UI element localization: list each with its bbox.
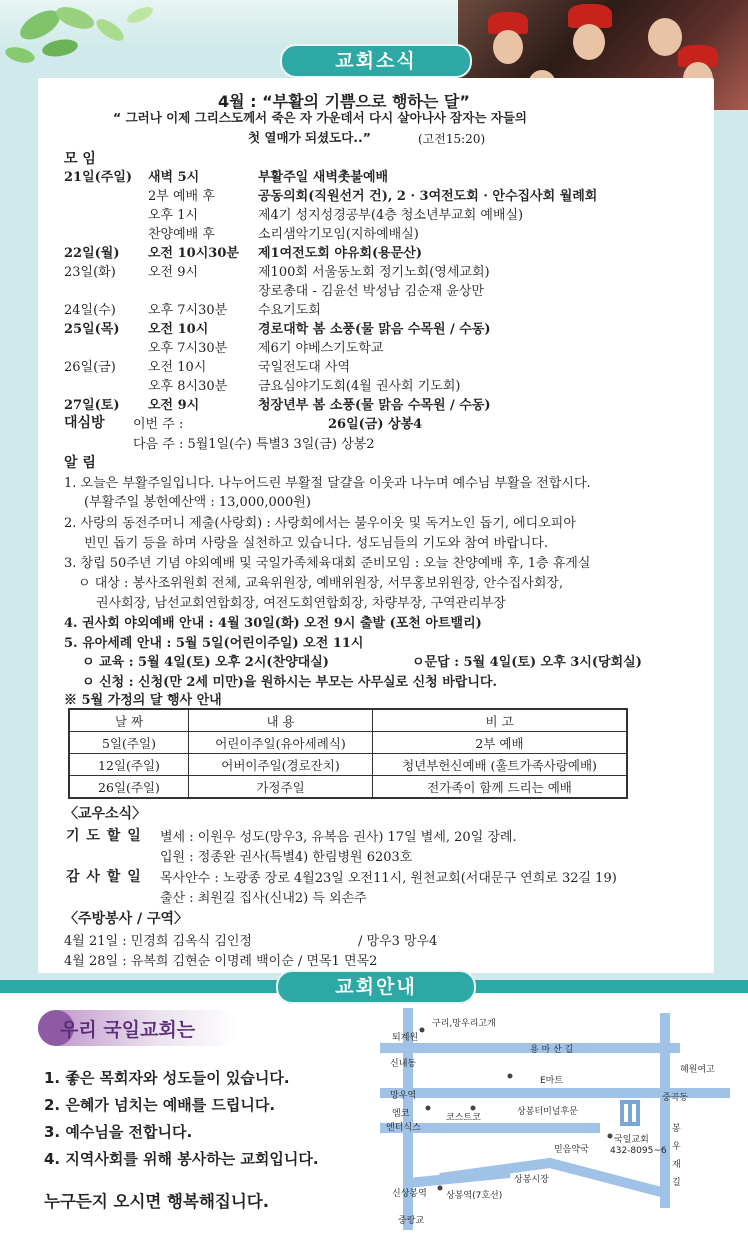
meeting-day: 25일(목)	[64, 322, 120, 337]
column-header: 날 짜	[69, 709, 189, 732]
meeting-content: 소리샘악기모임(지하예배실)	[258, 227, 419, 242]
meeting-time: 오후 1시	[148, 208, 199, 223]
table-cell: 전가족이 함께 드리는 예배	[373, 776, 628, 799]
slogan: 누구든지 오시면 행복해집니다.	[44, 1192, 269, 1211]
meeting-content: 부활주일 새벽촛불예배	[258, 170, 389, 185]
meeting-time: 오후 8시30분	[148, 379, 228, 394]
meeting-day: 23일(화)	[64, 265, 116, 280]
meeting-time: 새벽 5시	[148, 170, 200, 185]
header-title: 교회소식	[280, 44, 472, 78]
map-label-entessis: 엔터식스	[386, 1123, 421, 1133]
visit-next-week: 다음 주 : 5월1일(수) 특별3 3일(금) 상봉2	[133, 437, 375, 452]
table-cell: 어린이주일(유아세례식)	[189, 732, 373, 754]
pray-label: 기 도 할 일	[66, 828, 142, 844]
table-row	[69, 732, 627, 754]
meeting-content: 공동의회(직원선거 건), 2 · 3여전도회 · 안수집사회 월례회	[258, 189, 598, 204]
map-label-pharmacy: 믿음약국	[554, 1145, 589, 1155]
thanks-line: 목사안수 : 노광종 장로 4월23일 오전11시, 원천교회(서대문구 연희로 32길 19)	[160, 871, 617, 886]
map-label-toegyewon: 퇴계원	[392, 1033, 419, 1043]
meeting-content: 장로총대 - 김윤선 박성남 김순재 윤상만	[258, 284, 484, 299]
guide-title: 교회안내	[276, 970, 476, 1004]
kitchen-row-area: / 망우3 망우4	[358, 934, 438, 949]
table-cell: 가정주일	[189, 776, 373, 799]
meeting-time: 오전 9시	[148, 398, 200, 413]
meeting-day: 21일(주일)	[64, 170, 133, 185]
map-label-terminal: 상봉터미널후문	[517, 1107, 578, 1117]
meeting-content: 수요기도회	[258, 303, 321, 318]
thanks-label: 감 사 할 일	[66, 869, 142, 885]
verse-line-2: 첫 열매가 되셨도다..”	[248, 130, 372, 145]
notice-line: 4. 권사회 야외예배 안내 : 4월 30일(화) 오전 9시 출발 (포천 아트밸리)	[64, 616, 482, 631]
map-label-sangbong-market: 상봉시장	[514, 1175, 549, 1185]
map-label-yongmasan: 용 마 산 길	[530, 1045, 574, 1055]
table-cell: 어버이주일(경로잔치)	[189, 754, 373, 776]
visit-heading: 대심방	[64, 415, 105, 431]
meeting-day: 24일(수)	[64, 303, 116, 318]
kitchen-row: 4월 21일 : 민경희 김옥식 김인정	[64, 934, 252, 949]
map-label-guri: 구리,망우리고개	[432, 1019, 496, 1029]
meeting-content: 제100회 서울동노회 정기노회(영세교회)	[258, 265, 490, 280]
map-label-costco: 코스트코	[446, 1113, 481, 1123]
meeting-content: 제1여전도회 야유회(용문산)	[258, 246, 423, 261]
map-label-junggok: 중곡동	[662, 1093, 689, 1103]
guide-item: 1. 좋은 목회자와 성도들이 있습니다.	[44, 1069, 290, 1087]
meeting-day: 26일(금)	[64, 360, 116, 375]
notice-line: 권사회장, 남선교회연합회장, 여전도회연합회장, 차량부장, 구역관리부장	[96, 596, 506, 611]
meeting-day: 22일(월)	[64, 246, 120, 261]
meeting-content: 제4기 성지성경공부(4층 청소년부교회 예배실)	[258, 208, 524, 223]
members-heading: 〈교우소식〉	[64, 806, 147, 822]
map-label-bongwoojae: 봉우재길	[672, 1124, 681, 1188]
meeting-time: 오후 7시30분	[148, 341, 228, 356]
verse-line-1: “ 그러나 이제 그리스도께서 죽은 자 가운데서 다시 살아나사 잠자는 자들의	[113, 110, 527, 125]
table-row	[69, 776, 627, 799]
meeting-day: 27일(토)	[64, 398, 120, 413]
meeting-time: 오전 9시	[148, 265, 199, 280]
notice-line: ㅇ 대상 : 봉사조위원회 전체, 교육위원장, 예배위원장, 서무홍보위원장, 안수집사회장,	[78, 576, 564, 591]
pray-line: 별세 : 이원우 성도(망우3, 유복음 권사) 17일 별세, 20일 장례.	[160, 830, 517, 845]
map-label-sinnae: 신내동	[390, 1059, 417, 1069]
map-label-phone: 432-8095~6	[610, 1146, 667, 1156]
verse-reference: (고전15:20)	[418, 132, 486, 146]
meeting-content: 제6기 야베스기도학교	[258, 341, 384, 356]
notice-line: ㅇ 교육 : 5월 4일(토) 오후 2시(찬양대실)	[82, 655, 329, 670]
church-title: 우리 국일교회는	[60, 1019, 196, 1041]
meeting-time: 오전 10시30분	[148, 246, 239, 261]
map-label-emart: E마트	[540, 1076, 564, 1086]
table-cell: 5일(주일)	[69, 732, 189, 754]
thanks-line: 출산 : 최원길 집사(신내2) 득 외손주	[160, 891, 367, 906]
map-label-junghwa: 중랑교	[398, 1216, 425, 1226]
guide-item: 3. 예수님을 전합니다.	[44, 1123, 193, 1141]
notice-line: 빈민 돕기 등을 하며 사랑을 실천하고 있습니다. 성도님들의 기도와 참여 바랍니다.	[84, 536, 549, 551]
notices-heading: 알 림	[64, 455, 96, 471]
notice-line: (부활주일 봉헌예산액 : 13,000,000원)	[84, 495, 311, 510]
may-events-table	[68, 708, 628, 799]
month-theme: 4월 : “부활의 기쁨으로 행하는 달”	[218, 92, 470, 111]
notice-line: ㅇ 신청 : 신청(만 2세 미만)을 원하시는 부모는 사무실로 신청 바랍니다.	[82, 675, 497, 690]
kitchen-heading: 〈주방봉사 / 구역〉	[64, 911, 189, 927]
visit-this-week-value: 26일(금) 상봉4	[328, 417, 423, 432]
map-label-emco: 엠코	[392, 1109, 410, 1119]
table-cell: 26일(주일)	[69, 776, 189, 799]
column-header: 내 용	[189, 709, 373, 732]
map-label-mangu-station: 망우역	[390, 1091, 417, 1101]
leaves-decoration	[0, 0, 200, 70]
meeting-content: 경로대학 봄 소풍(물 맑음 수목원 / 수동)	[258, 322, 491, 337]
map-label-sinsangbong: 신상봉역	[392, 1189, 427, 1199]
meeting-time: 오전 10시	[148, 322, 209, 337]
notice-line: 2. 사랑의 동전주머니 제출(사랑회) : 사랑회에서는 불우이웃 및 독거노인 돕기, 에디오피아	[64, 516, 576, 531]
meeting-time: 오후 7시30분	[148, 303, 228, 318]
table-cell: 청년부헌신예배 (훌트가족사랑예배)	[373, 754, 628, 776]
notice-line: 5. 유아세례 안내 : 5월 5일(어린이주일) 오전 11시	[64, 636, 364, 651]
meeting-content: 청장년부 봄 소풍(물 맑음 수목원 / 수동)	[258, 398, 491, 413]
visit-this-week-label: 이번 주 :	[133, 417, 184, 432]
notice-line: ㅇ문답 : 5월 4일(토) 오후 3시(당회실)	[412, 655, 642, 670]
notice-line: 3. 창립 50주년 기념 야외예배 및 국일가족체육대회 준비모임 : 오늘 찬양예배 후, 1층 휴게실	[64, 556, 591, 571]
column-header: 비 고	[373, 709, 628, 732]
table-header-row	[69, 709, 627, 732]
meeting-time: 2부 예배 후	[148, 189, 215, 204]
notice-line: 1. 오늘은 부활주일입니다. 나누어드린 부활절 달걀을 이웃과 나누며 예수님 부활을 전합시다.	[64, 476, 591, 491]
guide-item: 4. 지역사회를 위해 봉사하는 교회입니다.	[44, 1150, 319, 1168]
guide-item: 2. 은혜가 넘치는 예배를 드립니다.	[44, 1096, 276, 1114]
map-label-haewon: 혜원여고	[680, 1065, 715, 1075]
meeting-time: 찬양예배 후	[148, 227, 215, 242]
meeting-content: 국일전도대 사역	[258, 360, 351, 375]
may-events-heading: ※ 5월 가정의 달 행사 안내	[64, 693, 222, 708]
meeting-content: 금요심야기도회(4월 권사회 기도회)	[258, 379, 461, 394]
table-cell: 2부 예배	[373, 732, 628, 754]
table-row	[69, 754, 627, 776]
meetings-heading: 모 임	[64, 151, 96, 167]
table-cell: 12일(주일)	[69, 754, 189, 776]
kitchen-row: 4월 28일 : 유복희 김현순 이명례 백이순 / 면목1 면목2	[64, 954, 378, 969]
map-label-sangbong-stn: 상봉역(7호선)	[446, 1191, 503, 1201]
meeting-time: 오전 10시	[148, 360, 207, 375]
map-label-church: 국일교회	[614, 1135, 649, 1145]
pray-line: 입원 : 정종완 권사(특별4) 한림병원 6203호	[160, 850, 413, 865]
